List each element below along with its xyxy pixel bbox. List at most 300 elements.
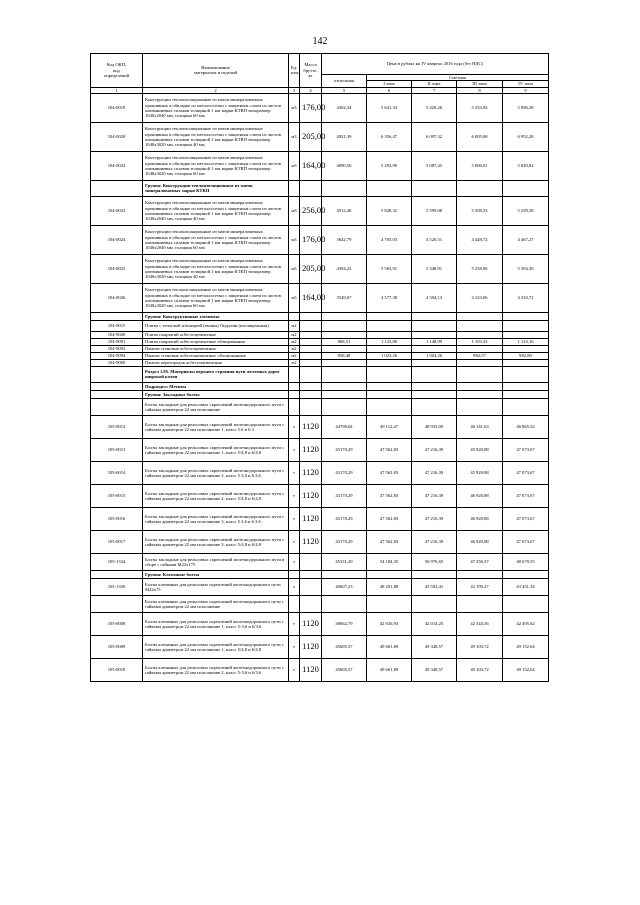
empty-cell: [322, 180, 367, 196]
row-code: 104-9094: [91, 352, 143, 359]
colnum: 7: [412, 87, 457, 93]
row-unit: т: [289, 635, 300, 658]
row-price-shipping: 3642,79: [322, 225, 367, 254]
empty-cell: [412, 366, 457, 382]
colnum: 5: [322, 87, 367, 93]
row-unit: м3: [289, 225, 300, 254]
row-price-zone-3: 5 258,96: [457, 254, 503, 283]
empty-cell: [367, 180, 412, 196]
table-row: [91, 578, 549, 595]
empty-cell: [300, 390, 322, 398]
row-mass: [300, 345, 322, 352]
row-name: Болты клеммные для рельсовых скреплений железнодорожного пути с гайками диаметром 22 мм исполнение 1, класс 5/4,8 и 6/4,8: [143, 635, 289, 658]
table-row: [91, 461, 549, 484]
row-name: Болты клеммные для рельсовых скреплений железнодорожного пути с гайками диаметром 22 мм исполнение 1, класс 5-3,6 и 6/3,6: [143, 612, 289, 635]
row-code: 104-9092: [91, 345, 143, 352]
row-price-zone-4: 982,80: [503, 352, 549, 359]
table-row: [91, 359, 549, 366]
row-price-shipping: [322, 320, 367, 331]
row-price-zone-2: 5 087,45: [412, 151, 457, 180]
row-price-zone-1: 5 828,32: [367, 196, 412, 225]
header-code: [91, 54, 143, 88]
row-mass: [300, 553, 322, 570]
row-unit: т: [289, 438, 300, 461]
row-price-zone-4: [503, 595, 549, 612]
row-name: Конструкции теплоизоляционные из матов минераловатных прошивных в обкладке из металлосетки с защитным слоем из листов алюминиевых сплавов толщиной 1 мм марки КТВП типоразмер 1040х3020 мм, толщина 40 мм: [143, 122, 289, 151]
row-mass: 1120: [300, 438, 322, 461]
row-mass: 176,00: [300, 93, 322, 122]
empty-cell: [457, 180, 503, 196]
header-unit-line: Ед.: [291, 65, 298, 70]
row-code: 105-0016: [91, 507, 143, 530]
row-price-zone-3: 5 508,33: [457, 196, 503, 225]
group-code-cell: [91, 390, 143, 398]
row-unit: м3: [289, 151, 300, 180]
row-price-zone-4: 5 049,82: [503, 151, 549, 180]
row-price-zone-2: 5 348,91: [412, 254, 457, 283]
row-unit: м2: [289, 320, 300, 331]
group-row: [91, 312, 549, 320]
empty-cell: [503, 312, 549, 320]
empty-cell: [367, 382, 412, 390]
empty-cell: [367, 570, 412, 578]
row-unit: м2: [289, 331, 300, 338]
row-price-zone-1: 6 356,47: [367, 122, 412, 151]
row-name: Болты закладные для рельсовых скреплений железнодорожного пути с гайками диаметром 22 мм исполнение 2, класс 5/4,8 и 6/4,8: [143, 484, 289, 507]
empty-cell: [503, 382, 549, 390]
header-price-title: Цена в рублях на IV квартал 2016 года (без НДС): [322, 54, 549, 75]
row-unit: т: [289, 415, 300, 438]
row-code: 105-0012: [91, 415, 143, 438]
page-number: 142: [312, 36, 328, 47]
row-price-zone-4: 47 073,67: [503, 484, 549, 507]
row-price-zone-2: 47 216,39: [412, 507, 457, 530]
row-price-zone-1: 5 294,99: [367, 151, 412, 180]
row-price-zone-1: 1 125,80: [367, 338, 412, 345]
row-unit: м3: [289, 254, 300, 283]
row-code: 105-1350: [91, 578, 143, 595]
row-price-zone-2: [412, 398, 457, 415]
row-name: Конструкции теплоизоляционные из матов минераловатных прошивных в обкладке из металлосетки с защитным слоем из листов алюминиевых сплавов толщиной 1 мм марки КТВП типоразмер 1040х3020 мм, толщина 60 мм: [143, 151, 289, 180]
colnum: 3: [289, 87, 300, 93]
row-price-zone-3: 1 103,43: [457, 338, 503, 345]
row-code: 105-0014: [91, 461, 143, 484]
empty-cell: [367, 312, 412, 320]
row-price-zone-4: 5 096,28: [503, 93, 549, 122]
row-price-zone-3: 4 323,06: [457, 283, 503, 312]
row-code: 105-0017: [91, 530, 143, 553]
table-row: [91, 438, 549, 461]
empty-cell: [289, 366, 300, 382]
table-row: [91, 254, 549, 283]
row-price-zone-1: 42 926,93: [367, 612, 412, 635]
empty-cell: [367, 390, 412, 398]
group-row: [91, 390, 549, 398]
row-price-zone-3: [457, 595, 503, 612]
row-price-zone-1: 5 565,91: [367, 254, 412, 283]
row-price-zone-4: [503, 359, 549, 366]
group-name: Группа: Конструктивные элементы: [143, 312, 289, 320]
table-row: [91, 93, 549, 122]
row-price-zone-2: 4 520,51: [412, 225, 457, 254]
row-price-zone-1: 49 112,47: [367, 415, 412, 438]
row-unit: т: [289, 507, 300, 530]
row-price-zone-2: 49 348,57: [412, 658, 457, 681]
row-price-zone-4: 46 865,52: [503, 415, 549, 438]
table-row: [91, 553, 549, 570]
table-row: [91, 612, 549, 635]
empty-cell: [300, 312, 322, 320]
row-unit: м3: [289, 196, 300, 225]
header-shipping: отпускная: [322, 75, 367, 88]
row-mass: 1120: [300, 461, 322, 484]
row-unit: т: [289, 658, 300, 681]
row-price-zone-4: 5 239,38: [503, 196, 549, 225]
row-name: Панели стеновые асбестоцементные облицованные: [143, 352, 289, 359]
row-price-zone-2: 1 148,99: [412, 338, 457, 345]
row-name: Конструкции теплоизоляционные из матов минераловатных прошивных в обкладке из металлосетки с защитным слоем из листов алюминиевых сплавов толщиной 1 мм марки КТКП типоразмер 1040х2040 мм, толщина 60 мм: [143, 225, 289, 254]
row-price-shipping: 44790,64: [322, 415, 367, 438]
row-name: Конструкции теплоизоляционные из матов минераловатных прошивных в обкладке из металлосетки с защитным слоем из листов алюминиевых сплавов толщиной 1 мм марки КТКП типоразмер 1040х3020 мм, толщина 40 мм: [143, 254, 289, 283]
row-unit: м2: [289, 359, 300, 366]
table-row: [91, 507, 549, 530]
empty-cell: [322, 366, 367, 382]
group-name: Группа: Клеммные болты: [143, 570, 289, 578]
row-unit: т: [289, 484, 300, 507]
row-price-zone-2: 45 592,41: [412, 578, 457, 595]
row-unit: м2: [289, 345, 300, 352]
row-price-zone-2: 4 394,13: [412, 283, 457, 312]
row-price-shipping: 43170,29: [322, 484, 367, 507]
row-price-zone-2: 1 004,26: [412, 352, 457, 359]
group-name: Группа: Конструкции теплоизоляционные из матов минераловатных марки КТКП: [143, 180, 289, 196]
row-price-shipping: 40607,23: [322, 578, 367, 595]
row-name: Панели стеновые асбестоцементные: [143, 345, 289, 352]
row-price-zone-3: [457, 345, 503, 352]
row-price-zone-1: [367, 320, 412, 331]
row-price-shipping: 43170,29: [322, 438, 367, 461]
header-code-line: определений: [103, 72, 130, 78]
row-name: Конструкции теплоизоляционные из матов минераловатных прошивных в обкладке из металлосетки с защитным слоем из листов алюминиевых сплавов толщиной 1 мм марки КТВП типоразмер 1040х2040 мм, толщина 60 мм: [143, 93, 289, 122]
row-price-zone-4: 48 679,55: [503, 553, 549, 570]
row-mass: 164,00: [300, 283, 322, 312]
empty-cell: [457, 312, 503, 320]
row-price-zone-3: 46 920,88: [457, 507, 503, 530]
group-code-cell: [91, 180, 143, 196]
header-mass-line: Масса: [304, 62, 317, 68]
row-price-zone-2: 49 348,57: [412, 635, 457, 658]
row-mass: 1120: [300, 612, 322, 635]
row-mass: 1120: [300, 635, 322, 658]
row-price-zone-3: 49 103,72: [457, 635, 503, 658]
row-code: [91, 398, 143, 415]
row-mass: [300, 331, 322, 338]
row-price-zone-3: 42 344,36: [457, 612, 503, 635]
empty-cell: [322, 390, 367, 398]
group-row: [91, 382, 549, 390]
header-unit-line: изм.: [291, 70, 300, 76]
row-mass: [300, 398, 322, 415]
header-mass: [300, 54, 322, 88]
table-row: [91, 122, 549, 151]
row-mass: 205,00: [300, 254, 322, 283]
header-smetnaya: Сметная: [367, 75, 549, 81]
row-code: 104-0026: [91, 283, 143, 312]
colnum: 4: [300, 87, 322, 93]
row-mass: [300, 320, 322, 331]
group-code-cell: [91, 312, 143, 320]
table-row: [91, 635, 549, 658]
row-unit: [289, 398, 300, 415]
row-code: 104-0019: [91, 93, 143, 122]
table-body: [91, 93, 549, 681]
row-price-shipping: 4512,48: [322, 196, 367, 225]
table-row: [91, 345, 549, 352]
row-price-zone-4: 4 467,27: [503, 225, 549, 254]
row-name: Болты закладные для рельсовых скреплений железнодорожного пути с гайками диаметром 22 мм исполнение 1, класс 5.6 и 6.3: [143, 415, 289, 438]
row-price-shipping: 43170,29: [322, 530, 367, 553]
row-price-zone-2: 47 216,39: [412, 530, 457, 553]
row-price-zone-1: 5 641,33: [367, 93, 412, 122]
row-price-zone-1: 4 705,03: [367, 225, 412, 254]
table-row: [91, 331, 549, 338]
row-price-zone-1: 54 184,35: [367, 553, 412, 570]
table-row: [91, 338, 549, 345]
row-price-shipping: 4394,22: [322, 254, 367, 283]
row-name: Плиты покрытий асбестоцементные: [143, 331, 289, 338]
row-unit: т: [289, 553, 300, 570]
row-price-zone-4: [503, 345, 549, 352]
row-price-zone-2: 5 420,26: [412, 93, 457, 122]
row-price-zone-2: 50 976,65: [412, 553, 457, 570]
row-price-zone-2: [412, 345, 457, 352]
empty-cell: [412, 570, 457, 578]
row-mass: 1120: [300, 507, 322, 530]
table-row: [91, 196, 549, 225]
row-price-zone-4: 49 152,64: [503, 658, 549, 681]
row-price-zone-3: 49 103,72: [457, 658, 503, 681]
row-code: 104-0023: [91, 196, 143, 225]
row-price-shipping: 45605,57: [322, 658, 367, 681]
row-price-zone-2: 47 216,39: [412, 461, 457, 484]
row-price-shipping: 38662,79: [322, 612, 367, 635]
row-unit: т: [289, 530, 300, 553]
row-code: 104-9015: [91, 320, 143, 331]
header-zone-4: IV зона: [503, 81, 549, 87]
header-zone-1: I зона: [367, 81, 412, 87]
row-name: Болты закладные для рельсовых скреплений железнодорожного пути в сборе с гайками M22х175: [143, 553, 289, 570]
empty-cell: [412, 382, 457, 390]
row-price-zone-3: 5 006,01: [457, 151, 503, 180]
row-price-zone-1: 1 023,26: [367, 352, 412, 359]
row-price-zone-2: 47 216,39: [412, 484, 457, 507]
row-price-zone-4: 4 310,72: [503, 283, 549, 312]
group-name: Группа: Закладные болты: [143, 390, 289, 398]
colnum: 2: [143, 87, 289, 93]
price-table: [90, 53, 549, 682]
row-price-zone-4: [503, 320, 549, 331]
empty-cell: [503, 390, 549, 398]
empty-cell: [503, 366, 549, 382]
empty-cell: [289, 180, 300, 196]
row-name: Болты закладные для рельсовых скреплений железнодорожного пути с гайками диаметром 22 мм исполнение: [143, 398, 289, 415]
row-price-zone-1: [367, 345, 412, 352]
row-price-zone-1: 47 562,83: [367, 461, 412, 484]
colnum: 6: [367, 87, 412, 93]
table-row: [91, 415, 549, 438]
row-code: 104-9060: [91, 359, 143, 366]
row-name: Плиты с тепловой изоляцией (звенья) Ондулин (изоляционная): [143, 320, 289, 331]
empty-cell: [300, 366, 322, 382]
row-price-zone-2: 48 933,00: [412, 415, 457, 438]
row-price-zone-4: [503, 398, 549, 415]
row-code: 105-0015: [91, 484, 143, 507]
row-price-shipping: [322, 345, 367, 352]
row-price-zone-2: 5 599,08: [412, 196, 457, 225]
empty-cell: [300, 570, 322, 578]
row-unit: м2: [289, 352, 300, 359]
empty-cell: [322, 312, 367, 320]
row-price-zone-1: 47 562,83: [367, 530, 412, 553]
row-price-zone-4: 47 073,67: [503, 530, 549, 553]
row-price-zone-1: 47 562,83: [367, 438, 412, 461]
row-unit: м3: [289, 93, 300, 122]
row-price-zone-3: 6 005,68: [457, 122, 503, 151]
row-name: Болты закладные для рельсовых скреплений железнодорожного пути с гайками диаметром 22 мм исполнение 2, класс 5.3,6 и 6.3,6: [143, 461, 289, 484]
row-price-zone-1: 48 201,88: [367, 578, 412, 595]
empty-cell: [412, 312, 457, 320]
row-code: 105-0010: [91, 658, 143, 681]
table-row: [91, 595, 549, 612]
row-code: 104-9020: [91, 331, 143, 338]
row-price-zone-2: 42 014,25: [412, 612, 457, 635]
table-row: [91, 225, 549, 254]
table-row: [91, 658, 549, 681]
row-price-zone-4: [503, 331, 549, 338]
row-mass: [300, 359, 322, 366]
row-unit: т: [289, 461, 300, 484]
row-price-shipping: 43170,29: [322, 461, 367, 484]
header-code-line: Код ОКП,: [106, 62, 127, 68]
empty-cell: [457, 382, 503, 390]
row-code: 104-0024: [91, 225, 143, 254]
row-price-zone-3: [457, 320, 503, 331]
row-price-zone-3: 45 920,88: [457, 461, 503, 484]
row-price-zone-3: 42 199,27: [457, 578, 503, 595]
row-price-zone-3: 47 356,37: [457, 553, 503, 570]
header-unit: [289, 54, 300, 88]
row-code: 104-9091: [91, 338, 143, 345]
row-price-zone-1: 4 577,38: [367, 283, 412, 312]
row-price-shipping: [322, 359, 367, 366]
row-price-zone-2: [412, 595, 457, 612]
row-price-zone-1: [367, 398, 412, 415]
row-mass: 1120: [300, 658, 322, 681]
row-code: 104-0022: [91, 151, 143, 180]
row-name: Болты закладные для рельсовых скреплений железнодорожного пути с гайками диаметром 22 мм исполнение 3, класс 5.3,6 и 6.3,6: [143, 507, 289, 530]
row-unit: [289, 595, 300, 612]
row-price-shipping: 868,51: [322, 338, 367, 345]
row-name: Панели перегородок асбестоцементные: [143, 359, 289, 366]
row-price-zone-4: 5 394,30: [503, 254, 549, 283]
empty-cell: [412, 180, 457, 196]
row-price-zone-3: 46 920,88: [457, 484, 503, 507]
row-price-zone-1: [367, 595, 412, 612]
table-row: [91, 151, 549, 180]
row-price-zone-1: [367, 331, 412, 338]
empty-cell: [457, 570, 503, 578]
row-price-zone-3: 4 448,72: [457, 225, 503, 254]
row-price-zone-4: 47 073,67: [503, 461, 549, 484]
row-code: 105-1334: [91, 553, 143, 570]
row-price-zone-3: [457, 398, 503, 415]
colnum: 8: [457, 87, 503, 93]
row-mass: 256,00: [300, 196, 322, 225]
row-price-zone-1: 49 661,89: [367, 658, 412, 681]
row-name: Плиты покрытий асбестоцементные облицованные: [143, 338, 289, 345]
row-code: 104-0020: [91, 122, 143, 151]
row-mass: 164,00: [300, 151, 322, 180]
table-row: [91, 398, 549, 415]
row-mass: 1120: [300, 415, 322, 438]
row-unit: м3: [289, 283, 300, 312]
row-price-zone-2: [412, 320, 457, 331]
colnum: 9: [503, 87, 549, 93]
table-row: [91, 530, 549, 553]
group-name: Раздел 1.05. Материалы верхнего строения пути железных дорог широкой колеи: [143, 366, 289, 382]
row-mass: [300, 578, 322, 595]
row-price-shipping: 45605,57: [322, 635, 367, 658]
row-name: Болты клеммные для рельсовых скреплений железнодорожного пути с гайками диаметром 22 мм исполнение: [143, 595, 289, 612]
row-code: 104-0025: [91, 254, 143, 283]
table-row: [91, 352, 549, 359]
empty-cell: [412, 390, 457, 398]
table-row: [91, 283, 549, 312]
group-name: Подраздел: Метизы: [143, 382, 289, 390]
header-mass-line: кг: [308, 72, 313, 78]
colnum: 1: [91, 87, 143, 93]
row-mass: 176,00: [300, 225, 322, 254]
row-price-zone-4: 43 451,34: [503, 578, 549, 595]
empty-cell: [322, 570, 367, 578]
empty-cell: [289, 570, 300, 578]
group-code-cell: [91, 570, 143, 578]
row-price-shipping: 3549,67: [322, 283, 367, 312]
empty-cell: [289, 390, 300, 398]
row-mass: 1120: [300, 484, 322, 507]
row-price-zone-3: 46 141,63: [457, 415, 503, 438]
row-price-zone-4: 6 952,28: [503, 122, 549, 151]
empty-cell: [289, 312, 300, 320]
group-code-cell: [91, 382, 143, 390]
header-mass-line: брутто,: [303, 67, 318, 73]
empty-cell: [367, 366, 412, 382]
row-name: Конструкции теплоизоляционные из матов минераловатных прошивных в обкладке из металлосетки с защитным слоем из листов алюминиевых сплавов толщиной 1 мм марки КТКП типоразмер 1040х2040 мм, толщина 40 мм: [143, 196, 289, 225]
row-price-zone-4: 47 073,67: [503, 507, 549, 530]
row-price-zone-2: 6 097,32: [412, 122, 457, 151]
row-price-shipping: 4362,34: [322, 93, 367, 122]
row-price-zone-1: [367, 359, 412, 366]
empty-cell: [503, 570, 549, 578]
row-price-shipping: [322, 398, 367, 415]
row-mass: [300, 595, 322, 612]
empty-cell: [457, 366, 503, 382]
row-price-shipping: 4090,56: [322, 151, 367, 180]
row-unit: м3: [289, 122, 300, 151]
empty-cell: [503, 180, 549, 196]
row-name: Болты клеммные для рельсовых скреплений железнодорожного пути с гайками диаметром 22 мм исполнение 2, класс 5-3,6 и 6/3,6: [143, 658, 289, 681]
header-zone-3: III зона: [457, 81, 503, 87]
